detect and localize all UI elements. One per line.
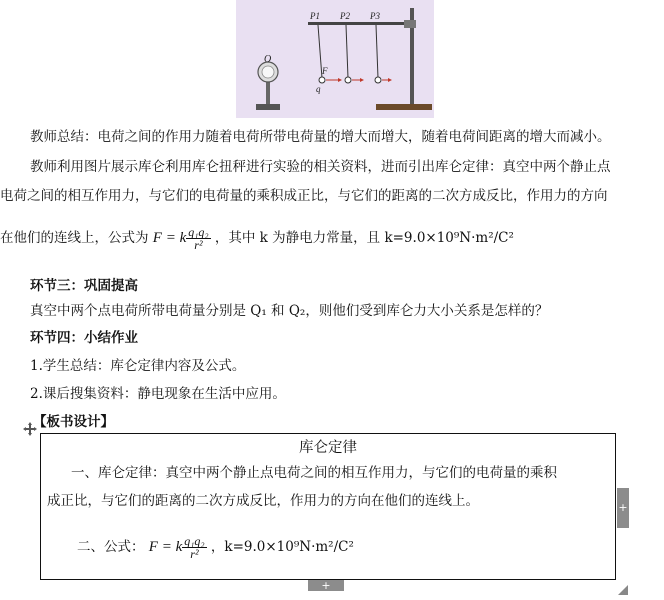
board-formula-lhs: F = k — [148, 539, 183, 555]
label-o: O — [264, 54, 272, 65]
section3-text: 真空中两个点电荷所带电荷量分别是 Q₁ 和 Q₂，则他们受到库仑力大小关系是怎样的？ — [30, 303, 549, 319]
board-formula-fraction — [182, 535, 206, 560]
formula-prefix: 在他们的连线上，公式为 — [0, 230, 149, 246]
formula-suffix: ，其中 k 为静电力常量，且 k=9.0×10⁹N·m²/C² — [214, 230, 514, 246]
label-p3: P3 — [370, 11, 380, 21]
crossbar — [308, 22, 414, 25]
ball-p3 — [375, 77, 381, 83]
formula-fraction — [186, 226, 210, 251]
board-line2: 成正比，与它们的距离的二次方成反比，作用力的方向在他们的连线上。 — [47, 493, 479, 509]
board-formula-prefix: 二、公式： — [77, 539, 145, 555]
experiment-diagram — [236, 0, 434, 118]
section4-item1: 1.学生总结：库仑定律内容及公式。 — [30, 358, 246, 374]
label-q: q — [316, 84, 321, 94]
formula-denominator: r² — [194, 238, 203, 252]
board-formula-line — [77, 534, 354, 560]
label-p1: P1 — [310, 11, 320, 21]
stand-base-right — [376, 104, 432, 110]
section4-item2: 2.课后搜集资料：静电现象在生活中应用。 — [30, 386, 286, 402]
paragraph-summary: 教师总结：电荷之间的作用力随着电荷所带电荷量的增大而增大，随着电荷间距离的增大而减小。 — [30, 129, 611, 145]
formula-lhs: F = k — [152, 230, 187, 246]
board-line1: 一、库仑定律：真空中两个静止点电荷之间的相互作用力，与它们的电荷量的乘积 — [71, 465, 557, 481]
board-formula-denominator: r² — [190, 547, 199, 561]
section3-heading: 环节三：巩固提高 — [30, 278, 138, 294]
board-design-box — [40, 433, 616, 580]
label-f: F — [322, 66, 328, 76]
ball-p1 — [319, 77, 325, 83]
board-formula-numerator: q₁q₂ — [184, 534, 205, 548]
add-row-handle[interactable]: + — [308, 580, 344, 591]
board-formula-suffix: ，k=9.0×10⁹N·m²/C² — [210, 539, 354, 555]
section4-heading: 环节四：小结作业 — [30, 330, 138, 346]
label-p2: P2 — [340, 11, 350, 21]
thread-p3 — [376, 25, 378, 78]
paragraph-formula — [0, 225, 514, 251]
stand-base-left — [256, 104, 280, 110]
paragraph-law: 电荷之间的相互作用力，与它们的电荷量的乘积成正比，与它们的距离的二次方成反比，作用力的方向 — [0, 188, 608, 204]
thread-p2 — [346, 25, 348, 78]
formula-numerator: q₁q₂ — [188, 225, 209, 239]
board-title: 库仑定律 — [299, 440, 357, 456]
ball-p2 — [345, 77, 351, 83]
coulomb-experiment-figure — [236, 0, 434, 118]
add-column-handle[interactable]: + — [617, 488, 629, 528]
resize-handle-icon[interactable] — [618, 580, 628, 590]
board-design-heading: 【板书设计】 — [33, 414, 114, 430]
paragraph-intro: 教师利用图片展示库仑利用库仑扭秤进行实验的相关资料，进而引出库仑定律：真空中两个静止点 — [30, 159, 611, 175]
